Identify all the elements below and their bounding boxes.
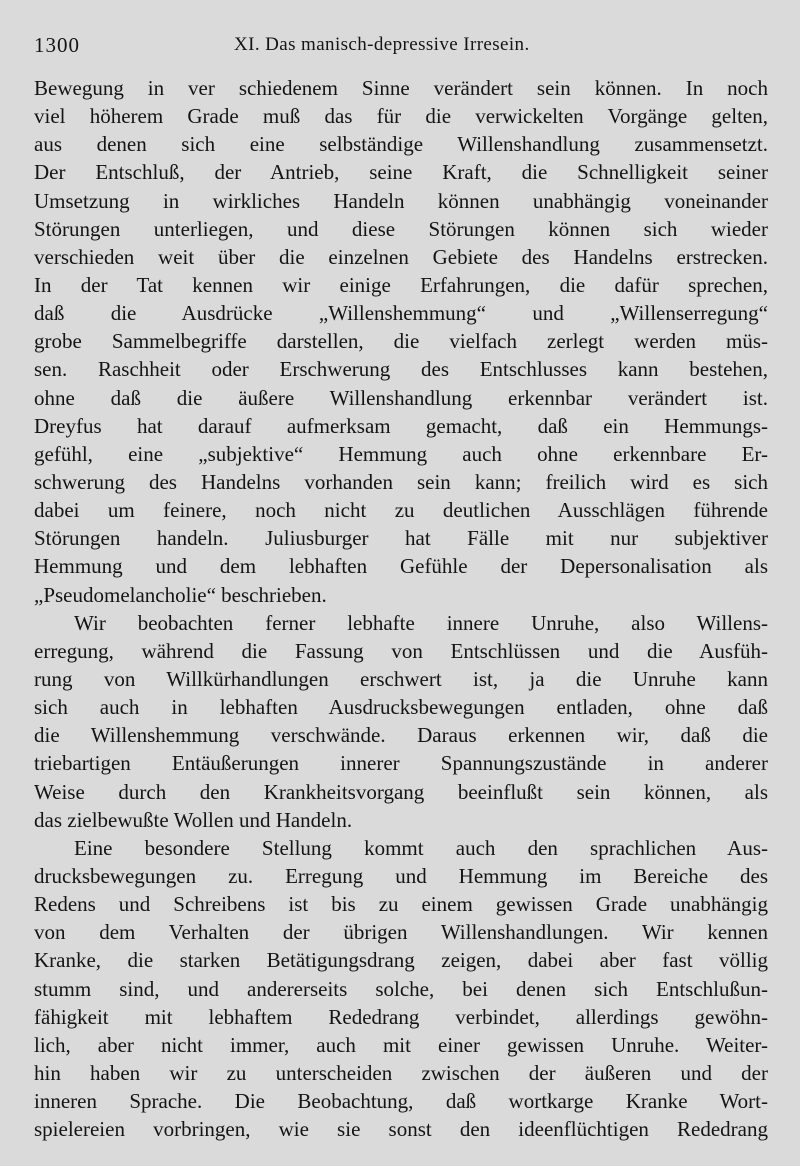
text-line: das zielbewußte Wollen und Handeln.: [34, 807, 353, 832]
text-line: fähigkeit mit lebhaftem Rededrang verbindet, allerdings gewöhn-: [34, 1004, 768, 1029]
text-line: erregung, während die Fassung von Entschlüssen und die Ausfüh-: [34, 638, 768, 663]
text-line: In der Tat kennen wir einige Erfahrungen, die dafür sprechen,: [34, 272, 768, 297]
text-line: Redens und Schreibens ist bis zu einem gewissen Grade unabhängig: [34, 892, 768, 917]
text-line: Kranke, die starken Betätigungsdrang zeigen, dabei aber fast völlig: [34, 948, 768, 973]
text-line: dabei um feinere, noch nicht zu deutlichen Ausschlägen führende: [34, 498, 768, 523]
text-line: von dem Verhalten der übrigen Willenshandlungen. Wir kennen: [34, 920, 768, 945]
text-line: grobe Sammelbegriffe darstellen, die vielfach zerlegt werden müs-: [34, 329, 768, 354]
text-line: sich auch in lebhaften Ausdrucksbewegungen entladen, ohne daß: [34, 695, 768, 720]
text-line: verschieden weit über die einzelnen Gebiete des Handelns erstrecken.: [34, 244, 768, 269]
text-line: „Pseudomelancholie“ beschrieben.: [34, 582, 327, 607]
text-line: viel höherem Grade muß das für die verwickelten Vorgänge gelten,: [34, 104, 768, 129]
text-line: gefühl, eine „subjektive“ Hemmung auch ohne erkennbare Er-: [34, 441, 768, 466]
text-line: stumm sind, und andererseits solche, bei denen sich Entschlußun-: [34, 976, 768, 1001]
text-line: daß die Ausdrücke „Willenshemmung“ und „Willenserregung“: [34, 301, 768, 326]
text-line: ohne daß die äußere Willenshandlung erkennbar verändert ist.: [34, 385, 768, 410]
text-line: rung von Willkürhandlungen erschwert ist, ja die Unruhe kann: [34, 666, 768, 691]
text-line: schwerung des Handelns vorhanden sein kann; freilich wird es sich: [34, 469, 768, 494]
text-line: inneren Sprache. Die Beobachtung, daß wortkarge Kranke Wort-: [34, 1089, 768, 1114]
text-line: Umsetzung in wirkliches Handeln können unabhängig voneinander: [34, 188, 768, 213]
text-line: drucksbewegungen zu. Erregung und Hemmung im Bereiche des: [34, 863, 768, 888]
text-line: triebartigen Entäußerungen innerer Spannungszustände in anderer: [34, 751, 768, 776]
text-line: Dreyfus hat darauf aufmerksam gemacht, daß ein Hemmungs-: [34, 413, 768, 438]
text-line: Störungen handeln. Juliusburger hat Fälle mit nur subjektiver: [34, 526, 768, 551]
text-line: Störungen unterliegen, und diese Störungen können sich wieder: [34, 216, 768, 241]
text-line: Wir beobachten ferner lebhafte innere Unruhe, also Willens-: [74, 610, 768, 635]
page-number: 1300: [34, 33, 80, 57]
text-line: die Willenshemmung verschwände. Daraus erkennen wir, daß die: [34, 723, 768, 748]
text-line: Der Entschluß, der Antrieb, seine Kraft, die Schnelligkeit seiner: [34, 160, 768, 185]
text-line: hin haben wir zu unterscheiden zwischen der äußeren und der: [34, 1060, 768, 1085]
text-line: sen. Raschheit oder Erschwerung des Entschlusses kann bestehen,: [34, 357, 768, 382]
body-text: [34, 74, 768, 1143]
text-line: Eine besondere Stellung kommt auch den sprachlichen Aus-: [74, 835, 768, 860]
text-line: Weise durch den Krankheitsvorgang beeinflußt sein können, als: [34, 779, 768, 804]
text-line: lich, aber nicht immer, auch mit einer gewissen Unruhe. Weiter-: [34, 1032, 768, 1057]
text-line: spielereien vorbringen, wie sie sonst den ideenflüchtigen Rededrang: [34, 1117, 768, 1142]
text-line: Bewegung in ver schiedenem Sinne verändert sein können. In noch: [34, 76, 768, 100]
running-title: XI. Das manisch-depressive Irresein.: [234, 34, 530, 55]
page-header: [34, 32, 768, 58]
text-line: aus denen sich eine selbständige Willenshandlung zusammensetzt.: [34, 132, 768, 157]
text-line: Hemmung und dem lebhaften Gefühle der Depersonalisation als: [34, 554, 768, 579]
